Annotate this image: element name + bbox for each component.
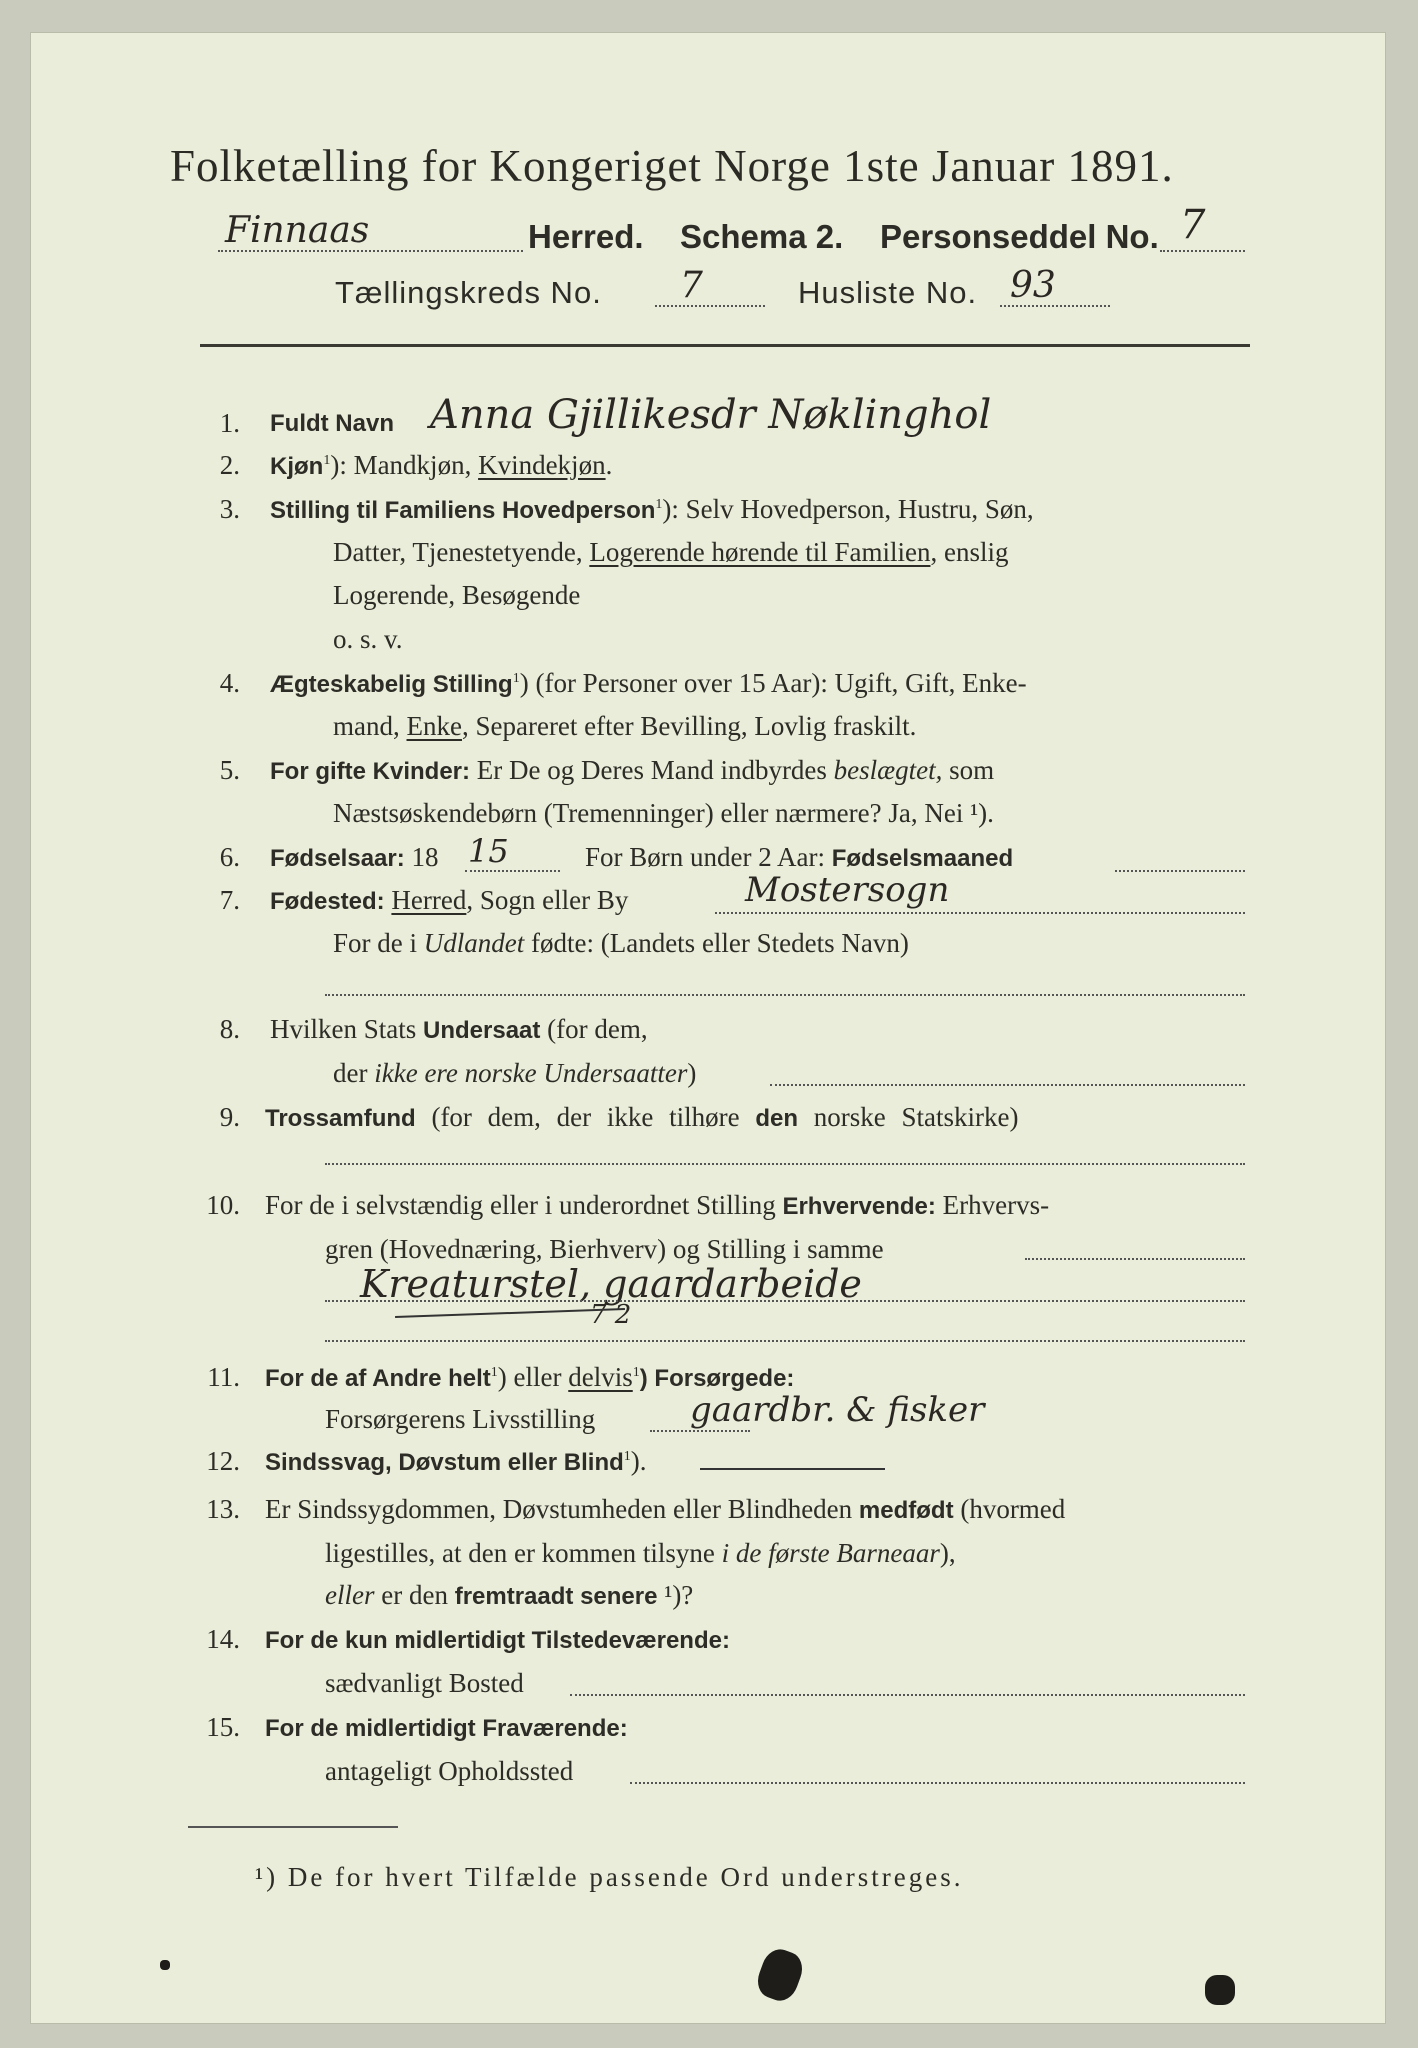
- item-number: 9.: [219, 1102, 240, 1132]
- forsorger-dotline: [650, 1430, 750, 1432]
- footnote-marker: 1: [623, 1449, 631, 1464]
- fodested-value: Mostersogn: [745, 870, 950, 910]
- erhverv-label: Erhvervende:: [782, 1193, 936, 1220]
- kjon-options: ): Mandkjøn,: [330, 450, 479, 480]
- erhverv-tail: Erhvervs-: [935, 1190, 1050, 1220]
- medfodt-italic: i de første Barneaar: [721, 1538, 940, 1568]
- opholdssted-label: antageligt Opholdssted: [325, 1756, 574, 1786]
- personseddel-value: 7: [1180, 202, 1206, 248]
- forsorger-line: Forsørgerens Livsstilling: [325, 1404, 596, 1434]
- sindssvag-tail: ).: [630, 1446, 647, 1476]
- husliste-label: Husliste No.: [798, 275, 978, 310]
- personseddel-dotline: [1160, 250, 1245, 252]
- forsorger-value: gaardbr. & fisker: [690, 1390, 985, 1430]
- medfodt-line-1: [265, 1494, 1065, 1525]
- medfodt-line-2: [325, 1538, 956, 1569]
- aegteskab-options-2: mand,: [333, 711, 407, 741]
- sindssvag-stroke: [700, 1468, 885, 1470]
- sindssvag-line: [265, 1446, 647, 1477]
- undersaat-line-1: [270, 1014, 648, 1045]
- undersaat-text-2: der: [333, 1058, 375, 1088]
- stilling-options-3: , enslig: [930, 537, 1009, 567]
- fodested-line: [270, 885, 628, 916]
- erhverv-line-2: gren (Hovednæring, Bierhverv) og Stilling i samme: [325, 1234, 884, 1264]
- opholdssted-dotline: [630, 1782, 1245, 1784]
- udland-line: [333, 928, 909, 959]
- gifte-question: Er De og Deres Mand indbyrdes: [470, 755, 834, 785]
- erhverv-dotline-3: [325, 1340, 1245, 1342]
- erhverv-note: 7 2: [590, 1300, 632, 1330]
- bosted-label: sædvanligt Bosted: [325, 1668, 524, 1698]
- item-number: 8.: [219, 1014, 240, 1044]
- item-number: 11.: [207, 1362, 240, 1392]
- stilling-label: Stilling til Familiens Hovedperson: [270, 497, 656, 524]
- item-number: 14.: [206, 1624, 240, 1654]
- aegteskab-label: Ægteskabelig Stilling: [270, 671, 513, 698]
- fuldt-navn-value: Anna Gjillikesdr Nøklinghol: [430, 392, 992, 438]
- trossamfund-line: [265, 1102, 1019, 1133]
- herred-label: Herred.: [528, 218, 644, 255]
- trossamfund-text: (for dem, der ikke tilhøre: [415, 1102, 756, 1132]
- footnote: ¹) De for hvert Tilfælde passende Ord understreges.: [255, 1862, 964, 1892]
- trossamfund-dotline: [325, 1163, 1245, 1165]
- aegteskab-options-3: , Separeret efter Bevilling, Lovlig fraskilt.: [461, 711, 917, 741]
- udland-italic: Udlandet: [423, 928, 525, 958]
- footnote-marker: 1: [632, 1365, 640, 1380]
- trossamfund-tail: norske Statskirke): [798, 1102, 1019, 1132]
- fodselsmaaned-label: Fødselsmaaned: [831, 845, 1014, 872]
- kjon-label: Kjøn: [270, 453, 324, 480]
- undersaat-text: Hvilken Stats: [270, 1014, 423, 1044]
- fodselsmaaned-dotline: [1115, 870, 1245, 872]
- husliste-value: 93: [1010, 265, 1056, 306]
- herred-handwritten: Finnaas: [225, 210, 370, 251]
- sindssvag-label: Sindssvag, Døvstum eller Blind: [265, 1449, 624, 1476]
- stilling-options-1: ): Selv Hovedperson, Hustru, Søn,: [662, 494, 1034, 524]
- gifte-tail: som: [942, 755, 995, 785]
- item-number: 2.: [219, 450, 240, 480]
- medfodt-text-2: ligestilles, at den er kommen tilsyne: [325, 1538, 722, 1568]
- erhverv-dotline-2: [325, 1300, 1245, 1302]
- footnote-marker: 1: [490, 1365, 498, 1380]
- aegteskab-options-1: ) (for Personer over 15 Aar): Ugift, Gift, Enke-: [519, 668, 1027, 698]
- medfodt-tail-3: ¹)?: [657, 1580, 694, 1610]
- forsorget-selected: delvis: [568, 1362, 633, 1392]
- footnote-marker: 1: [323, 453, 331, 468]
- fodested-label: Fødested:: [270, 888, 385, 915]
- stilling-line-1: [270, 494, 1034, 525]
- item-number: 4.: [219, 668, 240, 698]
- item-number: 3.: [219, 494, 240, 524]
- husliste-dotline: [1000, 305, 1110, 307]
- udland-text-a: For de i: [333, 928, 424, 958]
- gifte-label: For gifte Kvinder:: [270, 758, 471, 785]
- item-number: 5.: [219, 755, 240, 785]
- item-number: 10.: [206, 1190, 240, 1220]
- fodselsaar-line: [270, 842, 438, 873]
- medfodt-line-3: [325, 1580, 693, 1611]
- fravaerende-label: For de midlertidigt Fraværende:: [265, 1715, 628, 1742]
- stilling-line-2: [333, 537, 1008, 568]
- fodselsmaaned-line: [585, 842, 1013, 873]
- fodselsaar-dotline: [465, 870, 560, 872]
- medfodt-eller: eller: [325, 1580, 375, 1610]
- stilling-options-2: Datter, Tjenestetyende,: [333, 537, 590, 567]
- tilstede-label: For de kun midlertidigt Tilstedeværende:: [265, 1627, 730, 1654]
- stilling-line-4: o. s. v.: [333, 624, 403, 654]
- forsorget-text: ) eller: [497, 1362, 569, 1392]
- aegteskab-line-2: [333, 711, 916, 742]
- fodselsaar-value: 15: [468, 832, 509, 870]
- header-rule: [200, 344, 1250, 347]
- item-number: 12.: [206, 1446, 240, 1476]
- gifte-line-2: Næstsøskendebørn (Tremenninger) eller nærmere? Ja, Nei ¹).: [333, 798, 994, 828]
- form-title: Folketælling for Kongeriget Norge 1ste Januar 1891.: [170, 141, 1174, 191]
- fodselsaar-prefix: 18: [404, 842, 439, 872]
- item-number: 15.: [206, 1712, 240, 1742]
- footnote-marker: 1: [655, 497, 663, 512]
- aegteskab-selected: Enke: [406, 711, 462, 741]
- medfodt-text-3: er den: [374, 1580, 455, 1610]
- undersaat-line-2: [333, 1058, 696, 1089]
- forsorget-line-1: [265, 1362, 794, 1393]
- medfodt-text: Er Sindssygdommen, Døvstumheden eller Blindheden: [265, 1494, 859, 1524]
- undersaat-dotline: [770, 1084, 1245, 1086]
- kreds-dotline: [655, 305, 765, 307]
- gifte-italic: beslægtet,: [833, 755, 943, 785]
- fodselsaar-label: Fødselsaar:: [270, 845, 405, 872]
- item-number: 13.: [206, 1494, 240, 1524]
- udland-text-c: fødte: (Landets eller Stedets Navn): [524, 928, 909, 958]
- item-number: 1.: [219, 408, 240, 438]
- trossamfund-label: Trossamfund: [265, 1105, 416, 1132]
- aegteskab-line-1: [270, 668, 1027, 699]
- erhverv-value: Kreaturstel, gaardarbeide: [360, 1262, 862, 1306]
- stilling-line-3: Logerende, Besøgende: [333, 580, 581, 610]
- kreds-value: 7: [680, 265, 703, 306]
- bosted-dotline: [570, 1694, 1245, 1696]
- udland-dotline: [325, 994, 1245, 996]
- item-number: 6.: [219, 842, 240, 872]
- medfodt-close: ),: [939, 1538, 956, 1568]
- fodested-options: , Sogn eller By: [466, 885, 629, 915]
- item-number: 7.: [219, 885, 240, 915]
- fodselsmaaned-text: For Børn under 2 Aar:: [585, 842, 832, 872]
- personseddel-label: Personseddel No.: [880, 218, 1159, 255]
- undersaat-label: Undersaat: [423, 1017, 541, 1044]
- gifte-line-1: [270, 755, 994, 786]
- footnote-rule: [188, 1826, 398, 1828]
- footnote-marker: 1: [512, 671, 520, 686]
- forsorget-label-a: For de af Andre helt: [265, 1365, 491, 1392]
- forsorget-label-b: ) Forsørgede:: [639, 1365, 795, 1392]
- fodested-selected: Herred: [391, 885, 467, 915]
- stilling-selected: Logerende hørende til Familien: [589, 537, 931, 567]
- erhverv-line-1: [265, 1190, 1049, 1221]
- trossamfund-bold: den: [755, 1105, 799, 1132]
- medfodt-label: medfødt: [858, 1497, 954, 1524]
- fuldt-navn-label: Fuldt Navn: [270, 410, 394, 437]
- kjon-selected: Kvindekjøn: [478, 450, 606, 480]
- medfodt-senere: fremtraadt senere: [454, 1583, 658, 1610]
- erhverv-dotline-1: [1025, 1258, 1245, 1260]
- erhverv-text: For de i selvstændig eller i underordnet Stilling: [265, 1190, 783, 1220]
- medfodt-tail: (hvormed: [953, 1494, 1066, 1524]
- ink-blot: [160, 1960, 170, 1970]
- herred-dotline: [218, 250, 523, 252]
- schema-label: Schema 2.: [680, 218, 844, 255]
- undersaat-italic: ikke ere norske Undersaatter: [374, 1058, 688, 1088]
- kreds-label: Tællingskreds No.: [335, 275, 602, 310]
- ink-blot: [1205, 1975, 1235, 2005]
- undersaat-tail: (for dem,: [540, 1014, 648, 1044]
- fodested-dotline: [715, 912, 1245, 914]
- undersaat-close: ): [687, 1058, 697, 1088]
- kjon-line: Kjøn$^1$): Mandkjøn, Kvindekjøn.: [270, 450, 613, 480]
